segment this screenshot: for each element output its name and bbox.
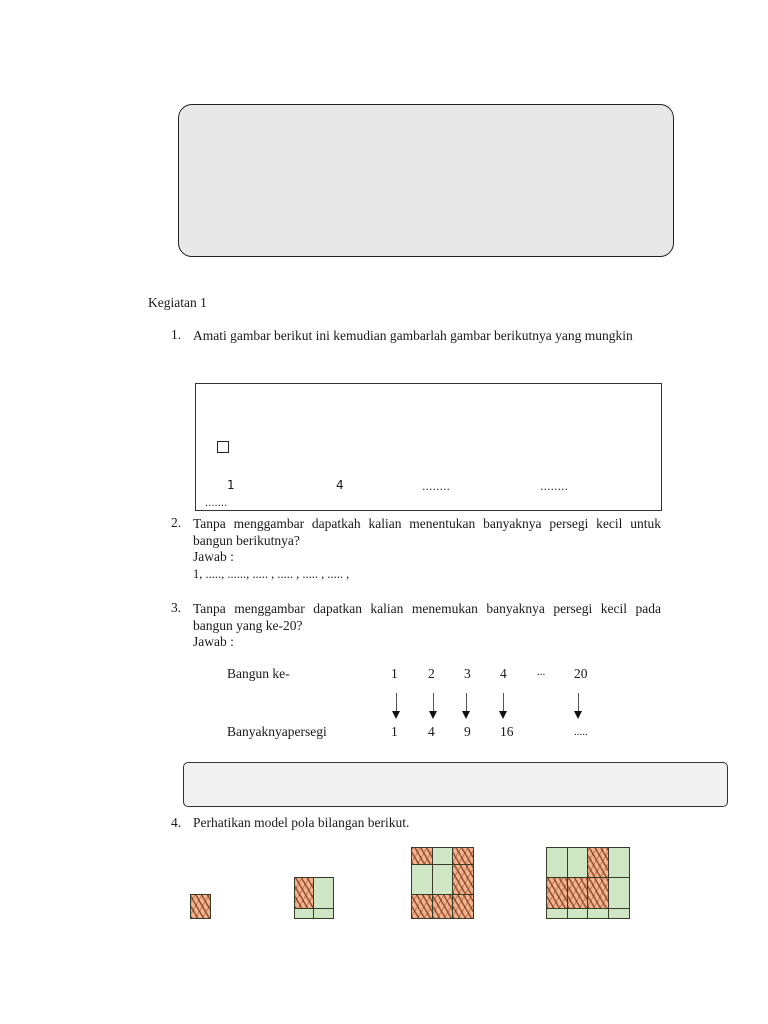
table-row2-value: ..... [574, 726, 588, 738]
question-2-answer-line: 1, ....., ......, ..... , ..... , ..... , ..... , [193, 567, 350, 581]
question-1-number: 1. [171, 327, 182, 342]
table-row1-value: 3 [464, 666, 471, 681]
question-2-number: 2. [171, 515, 182, 530]
question-2-answer-label: Jawab : [193, 549, 234, 564]
table-row1-value: 2 [428, 666, 435, 681]
arrow-down-icon [573, 693, 583, 719]
figure-label-4: ........ [540, 480, 568, 493]
answer-callout-box [183, 762, 728, 807]
figure-label-2: 4 [336, 478, 344, 492]
table-row2-value: 1 [391, 724, 398, 739]
arrow-down-icon [428, 693, 438, 719]
table-row1-label: Bangun ke- [227, 666, 290, 681]
figure-extra-dots: ....... [205, 498, 228, 509]
info-callout-box [178, 104, 674, 257]
square-icon [217, 441, 229, 453]
figure-label-3: ........ [422, 480, 450, 493]
question-4-text: Perhatikan model pola bilangan berikut. [193, 815, 410, 830]
table-row1-value: ... [537, 666, 546, 678]
arrow-down-icon [498, 693, 508, 719]
question-2-text: Tanpa menggambar dapatkah kalian menentukan banyaknya persegi kecil untuk bangun berikutnya? [193, 516, 661, 548]
question-3-text: Tanpa menggambar dapatkan kalian menemukan banyaknya persegi kecil pada bangun yang ke-20? [193, 601, 661, 633]
question-4-number: 4. [171, 815, 182, 830]
question-3-answer-label: Jawab : [193, 634, 234, 649]
table-row2-value: 4 [428, 724, 435, 739]
table-row2-value: 9 [464, 724, 471, 739]
figure-label-1: 1 [227, 478, 235, 492]
table-row1-value: 4 [500, 666, 507, 681]
arrow-down-icon [391, 693, 401, 719]
question-3-number: 3. [171, 600, 182, 615]
question-1-text: Amati gambar berikut ini kemudian gambarlah gambar berikutnya yang mungkin [193, 328, 633, 343]
table-row2-label: Banyaknyapersegi [227, 724, 327, 739]
arrow-down-icon [461, 693, 471, 719]
table-row1-value: 20 [574, 666, 588, 681]
section-heading: Kegiatan 1 [148, 295, 207, 310]
table-row1-value: 1 [391, 666, 398, 681]
table-row2-value: 16 [500, 724, 514, 739]
